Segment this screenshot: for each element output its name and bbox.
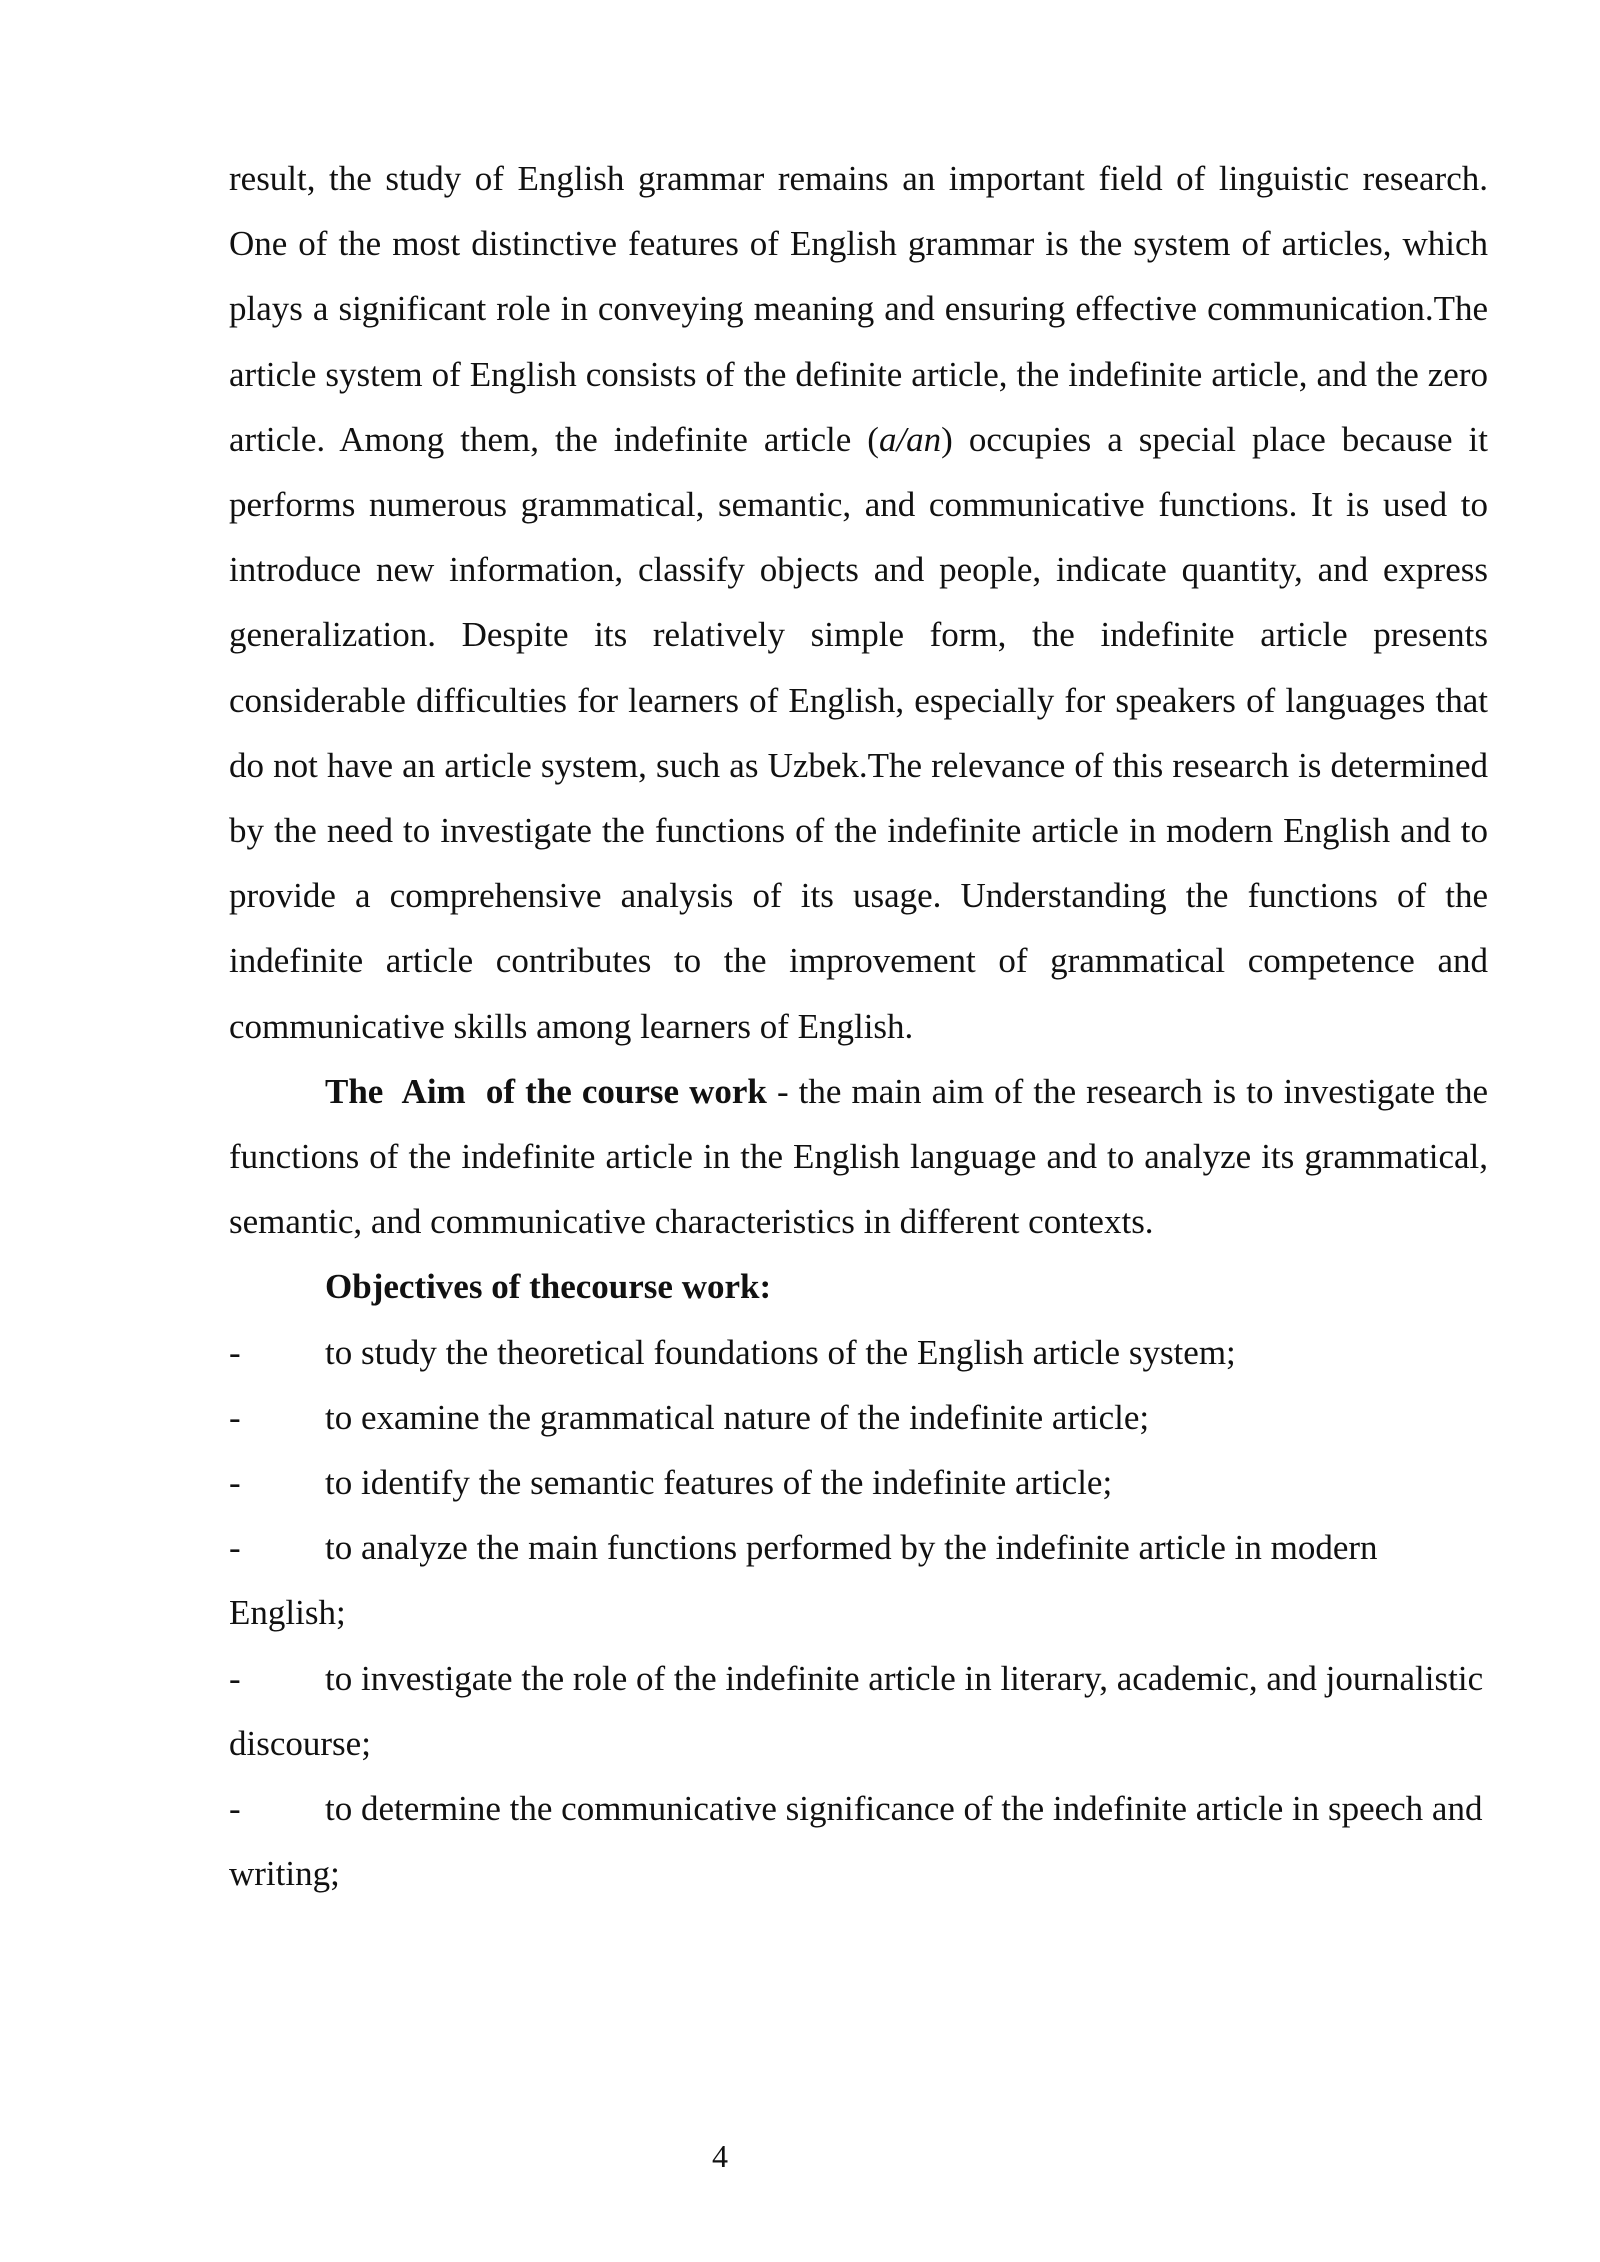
objective-item <box>229 1385 1488 1450</box>
aim-paragraph <box>229 1059 1488 1255</box>
objective-item <box>229 1776 1488 1906</box>
objective-text: to investigate the role of the indefinite article in literary, academic, and journalistic discourse; <box>229 1658 1484 1763</box>
objective-item <box>229 1515 1488 1645</box>
intro-text-part-1: result, the study of English grammar remains an important field of linguistic research. One of the most distinctive features of English grammar is the system of articles, which plays a significant role in conveying meaning and ensuring effective communication.The article system of English consists of the definite article, the indefinite article, and the zero article. Among them, the indefinite article ( <box>229 159 1488 459</box>
objective-text: to analyze the main functions performed by the indefinite article in modern English; <box>229 1528 1378 1633</box>
intro-text-part-2: ) occupies a special place because it performs numerous grammatical, semantic, and communicative functions. It is used to introduce new information, classify objects and people, indicate quantity, and express generalization. Despite its relatively simple form, the indefinite article presents considerable difficulties for learners of English, especially for speakers of languages that do not have an article system, such as Uzbek.The relevance of this research is determined by the need to investigate the functions of the indefinite article in modern English and to provide a comprehensive analysis of its usage. Understanding the functions of the indefinite article contributes to the improvement of grammatical competence and communicative skills among learners of English. <box>229 419 1488 1046</box>
list-dash: - <box>229 1658 241 1698</box>
article-forms-italic: a/an <box>878 419 942 459</box>
objective-text: to study the theoretical foundations of the English article system; <box>325 1332 1236 1372</box>
list-dash: - <box>229 1463 241 1503</box>
objective-item <box>229 1450 1488 1515</box>
objective-text: to determine the communicative significance of the indefinite article in speech and writing; <box>229 1789 1483 1894</box>
list-dash: - <box>229 1397 241 1437</box>
objective-item <box>229 1320 1488 1385</box>
objective-text: to examine the grammatical nature of the indefinite article; <box>325 1397 1150 1437</box>
aim-label: The Aim of the course work <box>325 1071 767 1111</box>
aim-text: - the main aim of the research is to investigate the functions of the indefinite article in the English language and to analyze its grammatical, semantic, and communicative characteristics in different contexts. <box>229 1071 1488 1242</box>
list-dash: - <box>229 1528 241 1568</box>
objective-item <box>229 1646 1488 1776</box>
intro-paragraph <box>229 146 1488 1059</box>
page-body <box>229 146 1488 1906</box>
page-number-text: 4 <box>712 2138 728 2174</box>
objectives-heading: Objectives of thecourse work: <box>325 1267 772 1307</box>
list-dash: - <box>229 1332 241 1372</box>
list-dash: - <box>229 1789 241 1829</box>
objective-text: to identify the semantic features of the indefinite article; <box>325 1463 1113 1503</box>
page-number <box>0 2126 1600 2186</box>
